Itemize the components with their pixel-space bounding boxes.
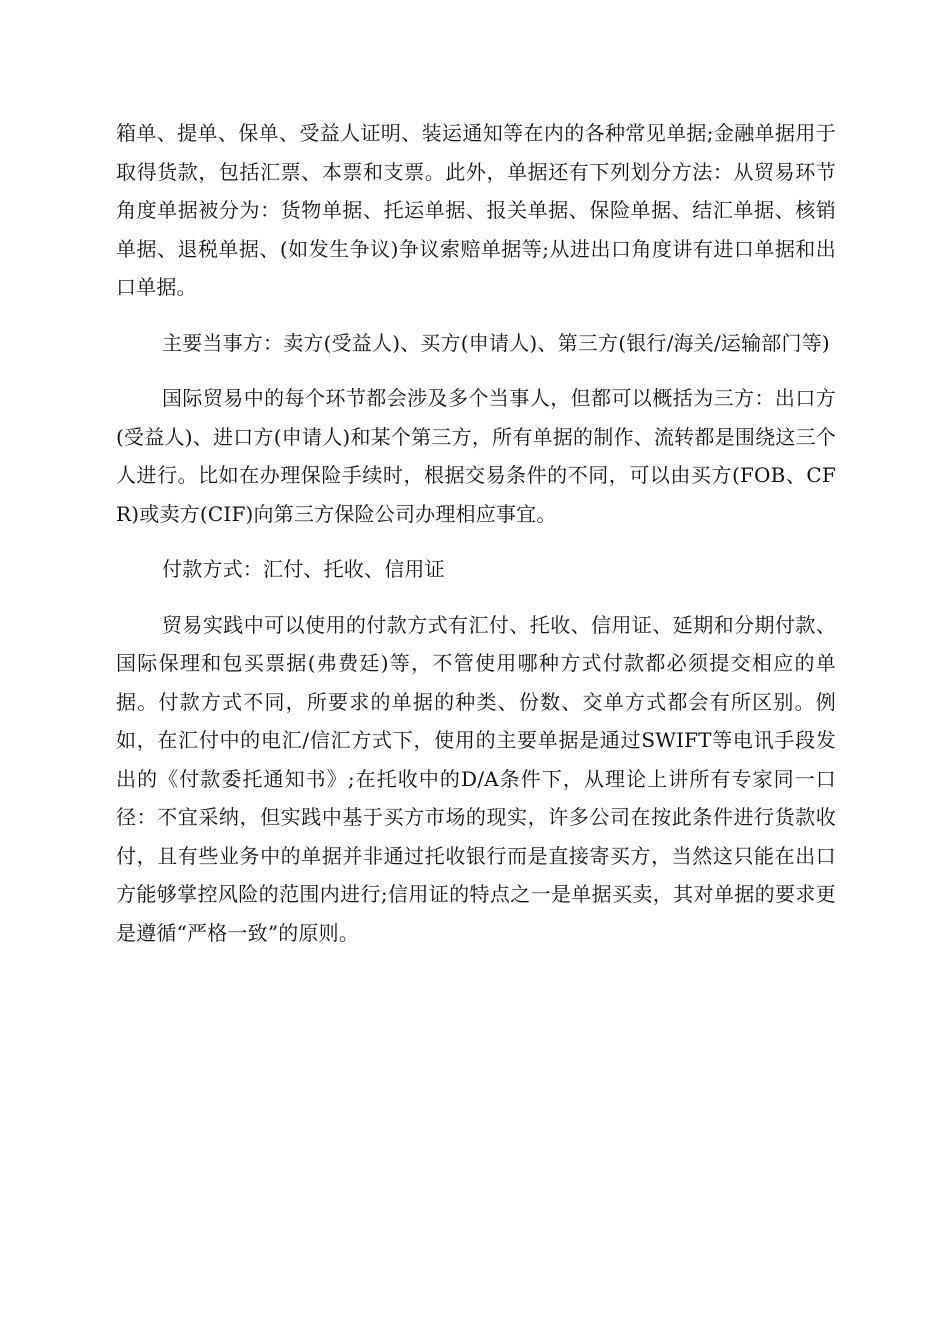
paragraph-document-types: 箱单、提单、保单、受益人证明、装运通知等在内的各种常见单据;金融单据用于取得货款，包括汇票、本票和支票。此外，单据还有下列划分方法：从贸易环节角度单据被分为：货物单据、托运单据、报关单据、保险单据、结汇单据、核销单据、退税单据、(如发生争议)争议索赔单据等;从进出口角度讲有进口单据和出口单据。 xyxy=(116,121,836,299)
heading-main-parties: 主要当事方：卖方(受益人)、买方(申请人)、第三方(银行/海关/运输部门等) xyxy=(162,330,830,355)
document-page xyxy=(116,114,836,952)
paragraph-payment-detail: 贸易实践中可以使用的付款方式有汇付、托收、信用证、延期和分期付款、国际保理和包买票据(弗费廷)等，不管使用哪种方式付款都必须提交相应的单据。付款方式不同，所要求的单据的种类、份数、交单方式都会有所区别。例如，在汇付中的电汇/信汇方式下，使用的主要单据是通过SWIFT等电讯手段发出的《付款委托通知书》;在托收中的D/A条件下，从理论上讲所有专家同一口径：不宜采纳，但实践中基于买方市场的现实，许多公司在按此条件进行货款收付，且有些业务中的单据并非通过托收银行而是直接寄买方，当然这只能在出口方能够掌控风险的范围内进行;信用证的特点之一是单据买卖，其对单据的要求更是遵循“严格一致”的原则。 xyxy=(116,612,836,945)
heading-payment-methods: 付款方式：汇付、托收、信用证 xyxy=(162,557,445,581)
paragraph-parties-detail: 国际贸易中的每个环节都会涉及多个当事人，但都可以概括为三方：出口方(受益人)、进口方(申请人)和某个第三方，所有单据的制作、流转都是围绕这三个人进行。比如在办理保险手续时，根据交易条件的不同，可以由买方(FOB、CFR)或卖方(CIF)向第三方保险公司办理相应事宜。 xyxy=(116,386,836,526)
